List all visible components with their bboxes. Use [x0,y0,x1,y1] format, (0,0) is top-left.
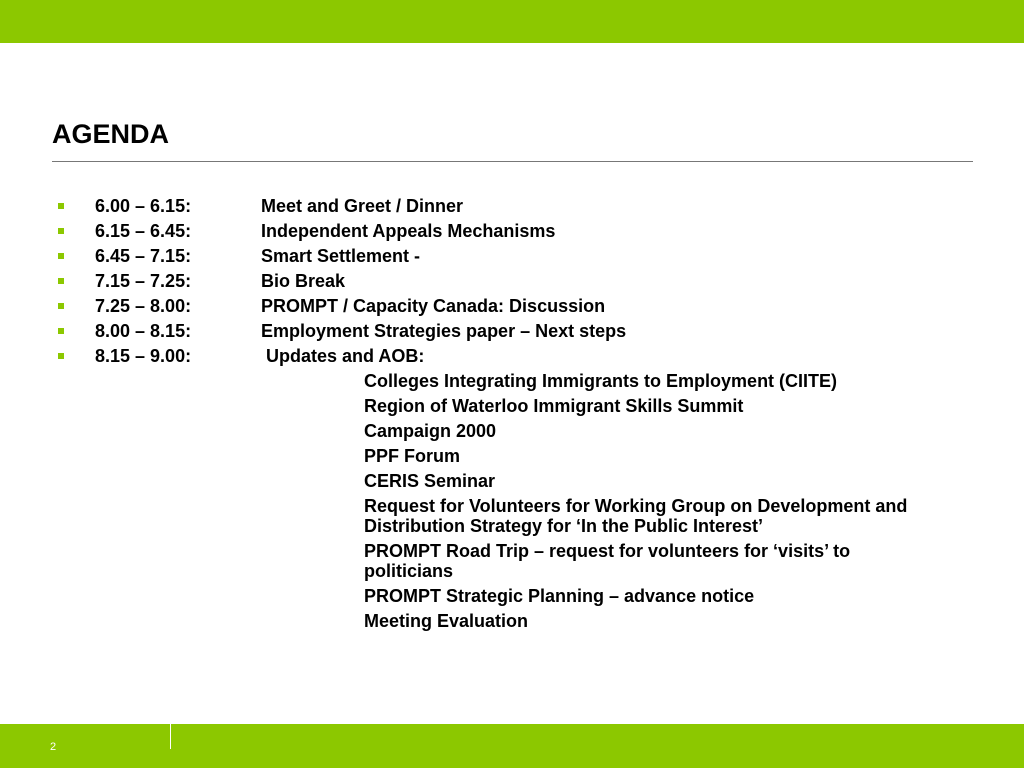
bottom-accent-bar [0,724,1024,768]
agenda-time: 8.15 – 9.00: [95,346,192,366]
bullet-marker [58,203,64,209]
agenda-topic: PROMPT / Capacity Canada: Discussion [261,296,606,316]
bullet-marker [58,253,64,259]
slide-title: AGENDA [52,119,170,149]
bullet-marker [58,228,64,234]
agenda-topic: Bio Break [261,271,346,291]
agenda-sub-item: Campaign 2000 [364,421,497,441]
agenda-sub-item: Colleges Integrating Immigrants to Employment (CIITE) [364,371,838,391]
footer-divider [170,724,171,749]
top-accent-bar [0,0,1024,43]
agenda-topic: Independent Appeals Mechanisms [261,221,556,241]
bullet-marker [58,278,64,284]
agenda-time: 6.00 – 6.15: [95,196,192,216]
agenda-sub-item: PROMPT Road Trip – request for volunteers for ‘visits’ to [364,541,851,561]
page-number: 2 [50,741,57,753]
agenda-sub-item: Region of Waterloo Immigrant Skills Summit [364,396,744,416]
agenda-sub-item: politicians [364,561,454,581]
agenda-time: 7.25 – 8.00: [95,296,192,316]
agenda-sub-item: PROMPT Strategic Planning – advance notice [364,586,755,606]
bullet-marker [58,328,64,334]
agenda-topic: Smart Settlement - [261,246,421,266]
agenda-time: 8.00 – 8.15: [95,321,192,341]
agenda-time: 6.15 – 6.45: [95,221,192,241]
agenda-time: 6.45 – 7.15: [95,246,192,266]
title-divider [52,161,973,162]
agenda-sub-item: CERIS Seminar [364,471,496,491]
agenda-topic: Employment Strategies paper – Next steps [261,321,627,341]
agenda-time: 7.15 – 7.25: [95,271,192,291]
agenda-topic: Updates and AOB: [261,346,425,366]
agenda-sub-item: Meeting Evaluation [364,611,529,631]
agenda-sub-item: Distribution Strategy for ‘In the Public Interest’ [364,516,764,536]
agenda-sub-item: Request for Volunteers for Working Group on Development and [364,496,908,516]
agenda-sub-item: PPF Forum [364,446,461,466]
bullet-marker [58,303,64,309]
agenda-topic: Meet and Greet / Dinner [261,196,464,216]
bullet-marker [58,353,64,359]
